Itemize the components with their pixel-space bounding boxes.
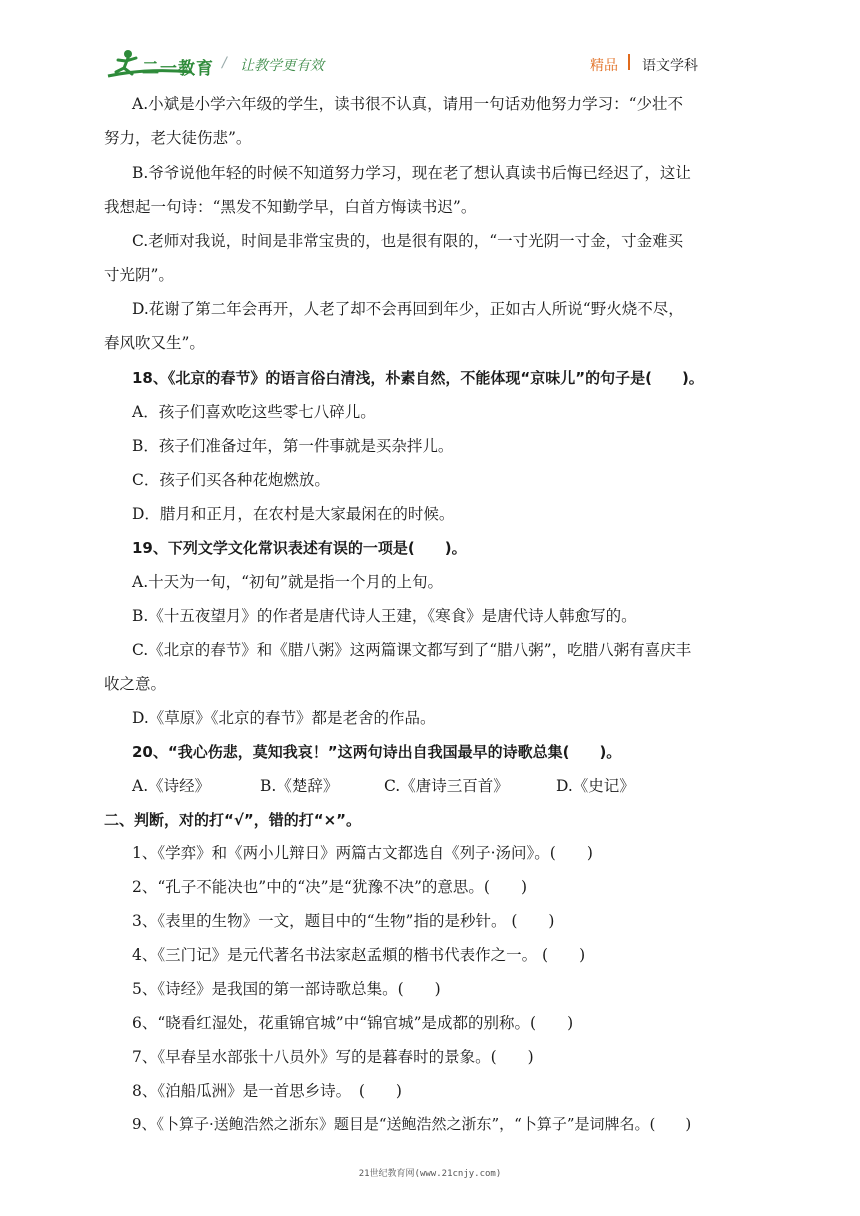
judge-item: 3、《表里的生物》一文，题目中的“生物”指的是秒针。 ( ) — [132, 912, 555, 930]
text-line: 寸光阴”。 — [104, 266, 174, 284]
question-20: 20、“我心伤悲，莫知我哀！”这两句诗出自我国最早的诗歌总集( )。 — [132, 743, 622, 761]
option-line: B.《十五夜望月》的作者是唐代诗人王建，《寒食》是唐代诗人韩愈写的。 — [132, 607, 637, 625]
brand-name: 二一教育 — [142, 59, 214, 79]
judge-item: 5、《诗经》是我国的第一部诗歌总集。( ) — [132, 980, 441, 998]
section-2-title: 二、判断，对的打“√”，错的打“×”。 — [104, 811, 362, 829]
option-line: C.《北京的春节》和《腊八粥》这两篇课文都写到了“腊八粥”，吃腊八粥有喜庆丰 — [132, 641, 692, 659]
option-line: B．孩子们准备过年，第一件事就是买杂拌儿。 — [132, 437, 454, 455]
q20-options — [132, 776, 635, 796]
q20-option-a: A.《诗经》 — [132, 777, 211, 795]
brand-slogan: 让教学更有效 — [240, 58, 324, 74]
option-line: D.《草原》《北京的春节》都是老舍的作品。 — [132, 709, 436, 727]
judge-item: 2、“孔子不能决也”中的“决”是“犹豫不决”的意思。( ) — [132, 878, 528, 896]
option-line: A．孩子们喜欢吃这些零七八碎儿。 — [132, 403, 376, 421]
question-19: 19、下列文学文化常识表述有误的一项是( )。 — [132, 539, 467, 557]
judge-item: 6、“晓看红湿处，花重锦官城”中“锦官城”是成都的别称。( ) — [132, 1014, 574, 1032]
question-18: 18、《北京的春节》的语言俗白清浅，朴素自然，不能体现“京味儿”的句子是( )。 — [132, 369, 704, 387]
q20-option-c: C.《唐诗三百首》 — [384, 777, 509, 795]
judge-item: 1、《学弈》和《两小儿辩日》两篇古文都选自《列子·汤问》。( ) — [132, 844, 593, 862]
text-line: B.爷爷说他年轻的时候不知道努力学习，现在老了想认真读书后悔已经迟了，这让 — [132, 164, 691, 182]
option-line: A.十天为一旬，“初旬”就是指一个月的上旬。 — [132, 573, 443, 591]
q20-option-b: B.《楚辞》 — [260, 777, 339, 795]
judge-item: 4、《三门记》是元代著名书法家赵孟頫的楷书代表作之一。 ( ) — [132, 946, 586, 964]
text-line: C.老师对我说，时间是非常宝贵的，也是很有限的，“一寸光阴一寸金，寸金难买 — [132, 232, 684, 250]
option-line: C．孩子们买各种花炮燃放。 — [132, 471, 330, 489]
judge-item: 7、《早春呈水部张十八员外》写的是暮春时的景象。( ) — [132, 1048, 534, 1066]
text-line: D.花谢了第二年会再开，人老了却不会再回到年少，正如古人所说“野火烧不尽， — [132, 300, 684, 318]
option-line: D．腊月和正月，在农村是大家最闲在的时候。 — [132, 505, 455, 523]
judge-item: 9、《卜算子·送鲍浩然之浙东》题目是“送鲍浩然之浙东”，“卜算子”是词牌名。( ) — [132, 1115, 692, 1133]
text-line: 春风吹又生”。 — [104, 334, 205, 352]
text-line: 收之意。 — [104, 675, 167, 693]
header-slash: / — [222, 55, 227, 71]
tag-separator — [628, 54, 630, 70]
text-line: 我想起一句诗：“黑发不知勤学早，白首方悔读书迟”。 — [104, 198, 477, 216]
page-footer: 21世纪教育网(www.21cnjy.com) — [358, 1169, 502, 1179]
text-line: 努力，老大徒伤悲”。 — [104, 129, 252, 147]
judge-item: 8、《泊船瓜洲》是一首思乡诗。 ( ) — [132, 1082, 402, 1100]
page-header — [0, 0, 860, 90]
text-line: A.小斌是小学六年级的学生，读书很不认真，请用一句话劝他努力学习：“少壮不 — [132, 95, 684, 113]
q20-option-d: D.《史记》 — [556, 777, 635, 795]
quality-tag: 精品 — [590, 58, 618, 74]
subject-tag: 语文学科 — [642, 58, 698, 74]
